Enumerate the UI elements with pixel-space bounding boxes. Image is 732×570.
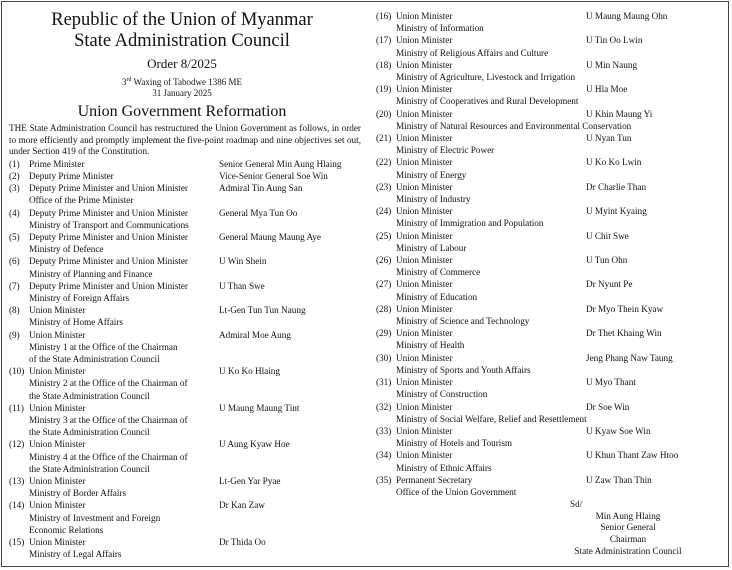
position-line: Union Minister (29, 439, 86, 450)
appointee-name: U Zaw Than Thin (586, 474, 652, 485)
entry-number: (27) (376, 279, 392, 290)
section-heading: Union Government Reformation (77, 103, 287, 120)
position-line: Union Minister (396, 352, 453, 363)
position-line: Union Minister (396, 230, 453, 241)
appointment-entry (376, 10, 728, 34)
appointee-name: U Maung Maung Tint (219, 402, 300, 413)
appointee-name: U Win Shein (219, 256, 267, 267)
appointment-entry (376, 449, 728, 473)
appointment-entry (376, 181, 728, 205)
appointment-entry (376, 34, 728, 58)
appointee-name: Dr Thet Khaing Win (586, 328, 662, 339)
position-line: Deputy Prime Minister and Union Minister (29, 183, 188, 194)
entry-number: (3) (9, 183, 20, 194)
position-line: Permanent Secretary (396, 474, 473, 485)
appointee-name: Dr Soe Win (586, 401, 630, 412)
position-line: Ministry of Transport and Communications (29, 219, 189, 230)
position-line: Ministry of Agriculture, Livestock and Irrigation (396, 72, 576, 83)
entry-number: (28) (376, 303, 392, 314)
entry-position (9, 536, 219, 560)
entry-position (9, 402, 219, 439)
position-line: Ministry of Legal Affairs (29, 549, 122, 560)
entry-number: (18) (376, 59, 392, 70)
appointee-name: Dr Myo Thein Kyaw (586, 303, 664, 314)
appointee-name: U Tun Ohn (586, 255, 628, 266)
appointee-name: U Ko Ko Lwin (586, 157, 642, 168)
position-line: Union Minister (396, 181, 453, 192)
title-line-1: Republic of the Union of Myanmar (51, 10, 313, 30)
appointment-entry (9, 402, 361, 439)
appointee-name: U Myo Thant (586, 377, 636, 388)
position-line: Union Minister (29, 476, 86, 487)
signature-sd: Sd/ (570, 499, 583, 510)
position-line: Ministry 3 at the Office of the Chairman of (29, 415, 188, 426)
position-line: Union Minister (396, 157, 453, 168)
position-line: Ministry of Labour (396, 242, 467, 253)
intro-paragraph: THE State Administration Council has restructured the Union Government as follows, in order to more efficiently and promptly implement the five-point roadmap and nine objectives set out, under Section 419 of the Constitution. (9, 123, 361, 157)
signature-block (376, 499, 728, 557)
position-line: Office of the Union Government (396, 486, 517, 497)
order-number: Order 8/2025 (147, 56, 217, 71)
appointment-entry (376, 376, 728, 400)
position-line: Union Minister (396, 328, 453, 339)
appointment-entry (376, 83, 728, 107)
position-line: the State Administration Council (29, 427, 150, 438)
entry-number: (33) (376, 425, 392, 436)
entry-number: (34) (376, 450, 392, 461)
position-line: Ministry of Defence (29, 244, 104, 255)
position-line: Union Minister (396, 11, 453, 21)
position-line: Union Minister (396, 59, 453, 70)
entry-number: (19) (376, 84, 392, 95)
entry-number: (25) (376, 230, 392, 241)
entry-number: (15) (9, 537, 25, 548)
appointee-name: Dr Thida Oo (219, 537, 266, 548)
position-line: Union Minister (29, 500, 86, 511)
position-line: Union Minister (29, 305, 86, 316)
entry-number: (17) (376, 35, 392, 46)
entry-number: (20) (376, 108, 392, 119)
position-line: Union Minister (396, 279, 453, 290)
position-line: Ministry of Immigration and Population (396, 218, 544, 229)
appointee-name: U Tin Oo Lwin (586, 35, 643, 46)
position-line: Ministry of Hotels and Tourism (396, 438, 513, 449)
position-line: Union Minister (396, 206, 453, 217)
appointment-entry (376, 474, 728, 498)
appointment-entry (9, 365, 361, 402)
position-line: Ministry 1 at the Office of the Chairman (29, 341, 178, 352)
appointment-entry (376, 205, 728, 229)
position-line: Union Minister (396, 133, 453, 144)
appointment-entry (376, 59, 728, 83)
entry-number: (14) (9, 500, 25, 511)
position-line: Ministry of Education (396, 291, 478, 302)
position-line: Union Minister (396, 450, 453, 461)
position-line: Ministry of Health (396, 340, 465, 351)
appointment-entry (376, 230, 728, 254)
appointee-name: Jeng Phang Naw Taung (586, 352, 673, 363)
appointment-entry (9, 475, 361, 499)
appointee-name: Dr Charlie Than (586, 181, 647, 192)
entry-position (9, 158, 219, 170)
appointment-entry (9, 182, 361, 206)
position-line: Prime Minister (29, 158, 85, 169)
entry-number: (6) (9, 256, 20, 267)
appointment-entry (376, 401, 728, 425)
myanmar-date-suffix: rd (126, 77, 132, 83)
entry-number: (8) (9, 305, 20, 316)
appointment-entry (376, 254, 728, 278)
entry-number: (10) (9, 366, 25, 377)
entry-number: (29) (376, 328, 392, 339)
position-line: Deputy Prime Minister and Union Minister (29, 256, 188, 267)
entry-position (9, 438, 219, 475)
myanmar-date-text: Waxing of Tabodwe 1386 ME (131, 77, 243, 87)
position-line: Union Minister (396, 108, 453, 119)
entry-number: (16) (376, 11, 392, 21)
entry-number: (22) (376, 157, 392, 168)
appointee-name: U Nyan Tun (586, 133, 632, 144)
position-line: Ministry of Investment and Foreign (29, 512, 161, 523)
appointment-entry (9, 438, 361, 475)
position-line: Ministry of Electric Power (396, 145, 495, 156)
signatory-rank: Senior General (600, 522, 656, 533)
position-line: Ministry of Industry (396, 194, 471, 205)
appointment-entry (376, 327, 728, 351)
position-line: Ministry of Natural Resources and Environmental Conservation (396, 120, 632, 131)
position-line: Ministry of Social Welfare, Relief and Resettlement (396, 413, 587, 424)
appointee-name: General Maung Maung Aye (219, 232, 321, 242)
position-line: Ministry of Information (396, 23, 484, 34)
position-line: the State Administration Council (29, 390, 150, 401)
entry-number: (32) (376, 401, 392, 412)
entry-number: (2) (9, 170, 20, 181)
entry-position (9, 170, 219, 182)
entry-position (9, 475, 219, 499)
entry-position (9, 304, 219, 328)
position-line: Union Minister (396, 377, 453, 388)
entry-number: (30) (376, 352, 392, 363)
appointee-name: U Min Naung (586, 59, 638, 70)
entry-position (9, 231, 219, 255)
entry-number: (4) (9, 207, 20, 218)
appointee-name: General Mya Tun Oo (219, 207, 298, 218)
appointment-entry (9, 499, 361, 536)
appointment-entry (9, 329, 361, 366)
appointee-name: U Khin Maung Yi (586, 108, 653, 119)
left-appointment-list (9, 158, 361, 561)
entry-position (9, 365, 219, 402)
appointee-name: Dr Nyunt Pe (586, 279, 633, 290)
position-line: Ministry of Foreign Affairs (29, 293, 130, 304)
position-line: Ministry 2 at the Office of the Chairman of (29, 378, 188, 389)
position-line: Deputy Prime Minister and Union Minister (29, 280, 188, 291)
document-title (3, 10, 361, 52)
position-line: Union Minister (29, 329, 86, 340)
entry-number: (9) (9, 329, 20, 340)
appointment-entry (9, 170, 361, 182)
appointee-name: U Ko Ko Hlaing (219, 366, 280, 377)
appointee-name: U Kyaw Soe Win (586, 425, 651, 436)
appointee-name: Senior General Min Aung Hlaing (219, 158, 342, 169)
position-line: Deputy Prime Minister and Union Minister (29, 207, 188, 218)
entry-position (9, 207, 219, 231)
myanmar-date (3, 75, 361, 88)
position-line: Ministry of Sports and Youth Affairs (396, 364, 531, 375)
appointee-name: U Myint Kyaing (586, 206, 647, 217)
entry-number: (21) (376, 133, 392, 144)
signatory-name: Min Aung Hlaing (595, 510, 661, 521)
entry-number: (1) (9, 158, 20, 169)
appointment-entry (9, 280, 361, 304)
appointment-entry (376, 278, 728, 302)
position-line: Office of the Prime Minister (29, 195, 134, 206)
myanmar-date-day: 3 (121, 77, 127, 87)
position-line: Ministry of Planning and Finance (29, 268, 153, 279)
appointee-name: Dr Kan Zaw (219, 500, 265, 511)
appointment-entry (9, 255, 361, 279)
position-line: Ministry of Home Affairs (29, 317, 123, 328)
entry-number: (13) (9, 476, 25, 487)
position-line: Deputy Prime Minister (29, 170, 114, 181)
appointment-entry (376, 425, 728, 449)
position-line: Union Minister (396, 84, 453, 95)
appointment-entry (376, 108, 728, 132)
position-line: Deputy Prime Minister and Union Minister (29, 232, 188, 242)
entry-position (9, 255, 219, 279)
entry-position (9, 499, 219, 536)
appointment-entry (376, 303, 728, 327)
position-line: Union Minister (29, 537, 86, 548)
entry-position (9, 182, 219, 206)
appointment-entry (376, 352, 728, 376)
english-date: 31 January 2025 (152, 87, 212, 98)
appointment-entry (376, 156, 728, 180)
appointee-name: U Aung Kyaw Hoe (219, 439, 290, 450)
position-line: Union Minister (396, 303, 453, 314)
position-line: of the State Administration Council (29, 354, 160, 365)
appointment-entry (376, 132, 728, 156)
position-line: Union Minister (29, 366, 86, 377)
entry-position (9, 329, 219, 366)
appointee-name: Admiral Tin Aung San (219, 183, 303, 194)
appointment-entry (9, 158, 361, 170)
entry-number: (35) (376, 474, 392, 485)
position-line: Economic Relations (29, 524, 104, 535)
position-line: Union Minister (396, 401, 453, 412)
position-line: Union Minister (29, 402, 86, 413)
position-line: Ministry of Ethnic Affairs (396, 462, 492, 473)
appointee-name: Lt-Gen Tun Tun Naung (219, 305, 306, 316)
right-appointment-list (376, 10, 728, 498)
entry-number: (26) (376, 255, 392, 266)
document-page (1, 1, 729, 567)
appointee-name: U Than Swe (219, 280, 265, 291)
appointment-entry (9, 231, 361, 255)
entry-number: (5) (9, 232, 20, 242)
appointee-name: Admiral Moe Aung (219, 329, 291, 340)
position-line: Ministry of Religious Affairs and Culture (396, 47, 549, 58)
entry-number: (11) (9, 402, 24, 413)
title-line-2: State Administration Council (74, 31, 290, 51)
position-line: Ministry of Cooperatives and Rural Development (396, 96, 579, 107)
entry-number: (7) (9, 280, 20, 291)
appointment-entry (9, 304, 361, 328)
entry-position (9, 280, 219, 304)
position-line: Ministry of Border Affairs (29, 488, 127, 499)
position-line: Ministry of Science and Technology (396, 316, 530, 327)
entry-number: (24) (376, 206, 392, 217)
entry-number: (12) (9, 439, 25, 450)
position-line: Ministry 4 at the Office of the Chairman of (29, 451, 188, 462)
appointee-name: U Khun Thant Zaw Htoo (586, 450, 679, 461)
position-line: Union Minister (396, 425, 453, 436)
position-line: Ministry of Construction (396, 389, 488, 400)
left-column (9, 10, 361, 560)
position-line: Ministry of Energy (396, 169, 467, 180)
appointee-name: U Hla Moe (586, 84, 628, 95)
appointee-name: U Maung Maung Ohn (586, 11, 668, 21)
appointee-name: Vice-Senior General Soe Win (219, 170, 328, 181)
entry-number: (23) (376, 181, 392, 192)
signatory-role: Chairman (609, 533, 647, 544)
entry-number: (31) (376, 377, 392, 388)
appointment-entry (9, 536, 361, 560)
position-line: Union Minister (396, 35, 453, 46)
appointment-entry (9, 207, 361, 231)
appointee-name: Lt-Gen Yar Pyae (219, 476, 281, 487)
appointee-name: U Chit Swe (586, 230, 629, 241)
position-line: Ministry of Commerce (396, 267, 481, 278)
right-column (376, 10, 728, 557)
signatory-body: State Administration Council (574, 545, 682, 556)
position-line: Union Minister (396, 255, 453, 266)
position-line: the State Administration Council (29, 463, 150, 474)
